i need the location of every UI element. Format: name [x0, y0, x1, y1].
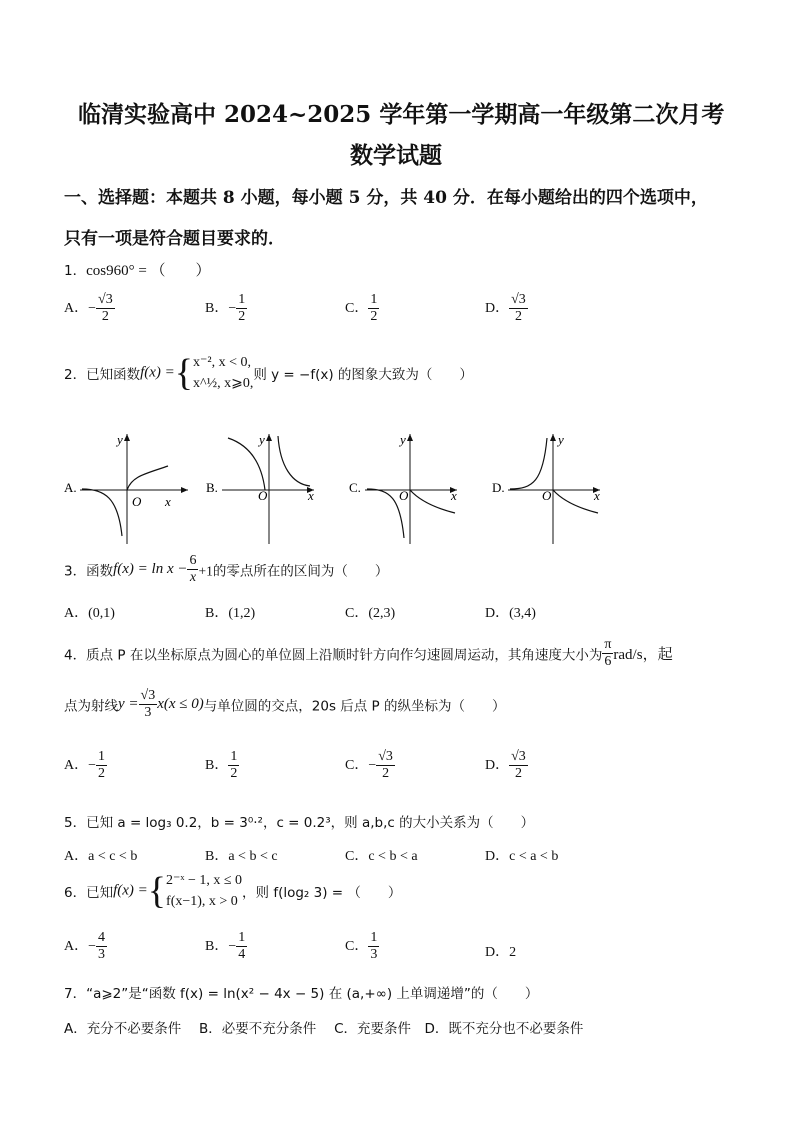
q2-graphs	[60, 426, 620, 548]
graph-a-xlabel: x	[165, 494, 171, 509]
q5-option-b: B．a < b < c	[205, 849, 278, 864]
q6-option-c: C． $\frac{1}{3}$	[345, 930, 378, 963]
graph-b-label: B.	[206, 480, 218, 495]
q5-option-a: A．a < c < b	[64, 849, 138, 864]
question-7: 7．“a⩾2”是“函数 f(x) = ln(x² − 4x − 5) 在 (a,+∞) 上单调递增”的（ ）	[64, 986, 539, 1002]
graph-a-left-branch	[82, 489, 122, 536]
q4-option-a: A．− $\frac{1}{2}$	[64, 749, 106, 782]
graph-b	[206, 432, 314, 544]
graph-d-xlabel: x	[594, 488, 600, 503]
section-instruction-line2: 只有一项是符合题目要求的．	[64, 229, 285, 249]
graph-c-origin: O	[399, 488, 409, 503]
question-1: 1．cos960° = （ ）	[64, 263, 211, 279]
graph-a-label: A.	[64, 480, 77, 495]
graph-d-right-branch	[553, 490, 598, 513]
section-instruction-line1: 一、选择题：本题共 8 小题，每小题 5 分，共 40 分．在每小题给出的四个选项中，	[64, 188, 708, 208]
question-4-line2: 点为射线y = $\frac{√3}{3}$ x(x ≤ 0)与单位圆的交点，20s 后点 P 的纵坐标为（ ）	[64, 688, 506, 721]
q6-option-b: B．− $\frac{1}{4}$	[205, 930, 246, 963]
graph-c	[349, 432, 457, 544]
question-4-line1: 4．质点 P 在以坐标原点为圆心的单位圆上沿顺时针方向作匀速圆周运动，其角速度大小为 $\frac{\pi}{6}$ rad/s，起	[64, 637, 673, 670]
question-5: 5．已知 a = log₃ 0.2，b = 3⁰·²，c = 0.2³，则 a,b,c 的大小关系为（ ）	[64, 815, 535, 831]
q4-option-c: C．− $\frac{√3}{2}$	[345, 749, 393, 782]
q4-option-b: B． $\frac{1}{2}$	[205, 749, 238, 782]
q1-option-c: C． $\frac{1}{2}$	[345, 292, 378, 325]
q6-option-a: A．− $\frac{4}{3}$	[64, 930, 106, 963]
graph-c-label: C.	[349, 480, 361, 495]
graph-d	[492, 432, 600, 544]
graph-a-right-branch	[127, 466, 168, 490]
graph-c-xlabel: x	[451, 488, 457, 503]
q4-option-d: D． $\frac{√3}{2}$	[485, 749, 526, 782]
q1-option-b: B．− $\frac{1}{2}$	[205, 292, 246, 325]
graph-c-right-branch	[410, 490, 455, 513]
graph-a	[64, 432, 188, 544]
q3-option-d: D．(3,4)	[485, 606, 536, 621]
graph-d-origin: O	[542, 488, 552, 503]
exam-subtitle: 数学试题	[350, 142, 442, 169]
graph-d-ylabel: y	[558, 432, 564, 447]
question-6: 6．已知f(x) ={ 2⁻ˣ − 1, x ≤ 0 f(x−1), x > 0 ，则 f(log₂ 3) = （ ）	[64, 870, 402, 912]
q5-option-d: D．c < a < b	[485, 849, 559, 864]
graph-d-left-branch	[510, 438, 547, 489]
question-3: 3．函数f(x) = ln x − $\frac{6}{x}$ +1的零点所在的区间为（ ）	[64, 553, 389, 586]
graph-d-label: D.	[492, 480, 505, 495]
graph-b-right-branch	[278, 436, 310, 486]
graph-b-xlabel: x	[308, 488, 314, 503]
graph-a-ylabel: y	[117, 432, 123, 447]
graph-a-origin: O	[132, 494, 142, 509]
exam-title: 临清实验高中 2024~2025 学年第一学期高一年级第二次月考	[78, 101, 725, 128]
q1-option-a: A．− $\frac{√3}{2}$	[64, 292, 113, 325]
q1-option-d: D． $\frac{√3}{2}$	[485, 292, 526, 325]
q3-option-b: B．(1,2)	[205, 606, 256, 621]
question-2: 2．已知函数f(x) ={ x⁻², x < 0, x^½, x⩾0, 则 y = −f(x) 的图象大致为（ ）	[64, 352, 473, 394]
graph-c-ylabel: y	[400, 432, 406, 447]
graph-b-origin: O	[258, 488, 268, 503]
q3-option-a: A．(0,1)	[64, 606, 115, 621]
q3-option-c: C．(2,3)	[345, 606, 396, 621]
q6-option-d: D．2	[485, 945, 517, 960]
q5-option-c: C．c < b < a	[345, 849, 418, 864]
q7-options: A．充分不必要条件 B．必要不充分条件 C．充要条件 D．既不充分也不必要条件	[64, 1021, 584, 1037]
graph-b-ylabel: y	[259, 432, 265, 447]
